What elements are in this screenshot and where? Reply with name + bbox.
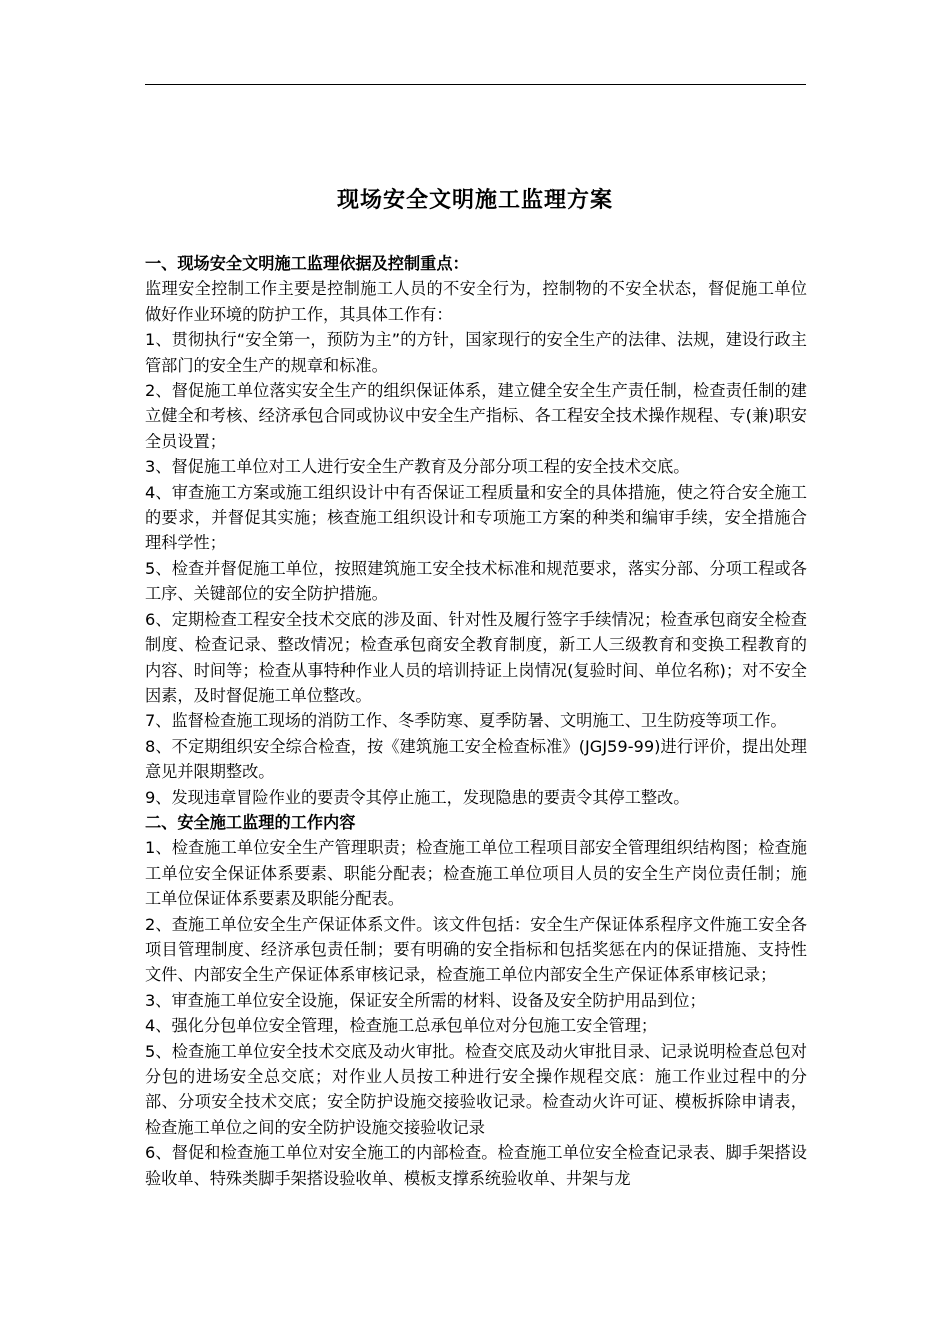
section-1-item: 5、检查并督促施工单位，按照建筑施工安全技术标准和规范要求，落实分部、分项工程或各工序、关键部位的安全防护措施。 [145, 558, 807, 604]
section-1-item: 8、不定期组织安全综合检查，按《建筑施工安全检查标准》(JGJ59-99)进行评价，提出处理意见并限期整改。 [145, 736, 807, 782]
section-1-item: 7、监督检查施工现场的消防工作、冬季防寒、夏季防暑、文明施工、卫生防疫等项工作。 [145, 711, 787, 731]
section-1-item: 1、贯彻执行“安全第一，预防为主”的方针，国家现行的安全生产的法律、法规，建设行政主管部门的安全生产的规章和标准。 [145, 330, 807, 375]
section-2-item: 6、督促和检查施工单位对安全施工的内部检查。检查施工单位安全检查记录表、脚手架搭设验收单、特殊类脚手架搭设验收单、模板支撑系统验收单、井架与龙 [145, 1143, 807, 1188]
section-2-item: 4、强化分包单位安全管理，检查施工总承包单位对分包施工安全管理； [145, 1016, 658, 1036]
header-rule [145, 84, 806, 85]
section-1-intro: 监理安全控制工作主要是控制施工人员的不安全行为，控制物的不安全状态，督促施工单位做好作业环境的防护工作，其具体工作有： [145, 279, 807, 324]
section-2-item: 2、查施工单位安全生产保证体系文件。该文件包括：安全生产保证体系程序文件施工安全各项目管理制度、经济承包责任制；要有明确的安全指标和包括奖惩在内的保证措施、支持性文件、内部安全生产保证体系审核记录，检查施工单位内部安全生产保证体系审核记录； [145, 914, 807, 985]
section-1-heading: 一、现场安全文明施工监理依据及控制重点： [145, 254, 469, 273]
section-1-item: 2、督促施工单位落实安全生产的组织保证体系，建立健全安全生产责任制，检查责任制的建立健全和考核、经济承包合同或协议中安全生产指标、各工程安全技术操作规程、专(兼)职安全员设置； [145, 381, 807, 451]
document-body [145, 251, 807, 1191]
section-2-heading: 二、安全施工监理的工作内容 [145, 812, 356, 832]
section-1-item: 9、发现违章冒险作业的要责令其停止施工，发现隐患的要责令其停工整改。 [145, 787, 690, 807]
document-title: 现场安全文明施工监理方案 [336, 188, 613, 213]
section-2-item: 3、审查施工单位安全设施，保证安全所需的材料、设备及安全防护用品到位； [145, 990, 706, 1010]
section-1-item: 3、督促施工单位对工人进行安全生产教育及分部分项工程的安全技术交底。 [145, 457, 690, 477]
section-2-item: 5、检查施工单位安全技术交底及动火审批。检查交底及动火审批目录、记录说明检查总包对分包的进场安全总交底；对作业人员按工种进行安全操作规程交底：施工作业过程中的分部、分项安全技术交底；安全防护设施交接验收记录。检查动火许可证、模板拆除申请表，检查施工单位之间的安全防护设施交接验收记录 [145, 1041, 807, 1137]
section-1-item: 6、定期检查工程安全技术交底的涉及面、针对性及履行签字手续情况；检查承包商安全检查制度、检查记录、整改情况；检查承包商安全教育制度，新工人三级教育和变换工程教育的内容、时间等；检查从事特种作业人员的培训持证上岗情况(复验时间、单位名称)；对不安全因素，及时督促施工单位整改。 [145, 609, 807, 705]
section-1-item: 4、审查施工方案或施工组织设计中有否保证工程质量和安全的具体措施，使之符合安全施工的要求，并督促其实施；核查施工组织设计和专项施工方案的种类和编审手续，安全措施合理科学性； [145, 482, 807, 553]
section-2-item: 1、检查施工单位安全生产管理职责；检查施工单位工程项目部安全管理组织结构图；检查施工单位安全保证体系要素、职能分配表；检查施工单位项目人员的安全生产岗位责任制；施工单位保证体系要素及职能分配表。 [145, 838, 807, 909]
